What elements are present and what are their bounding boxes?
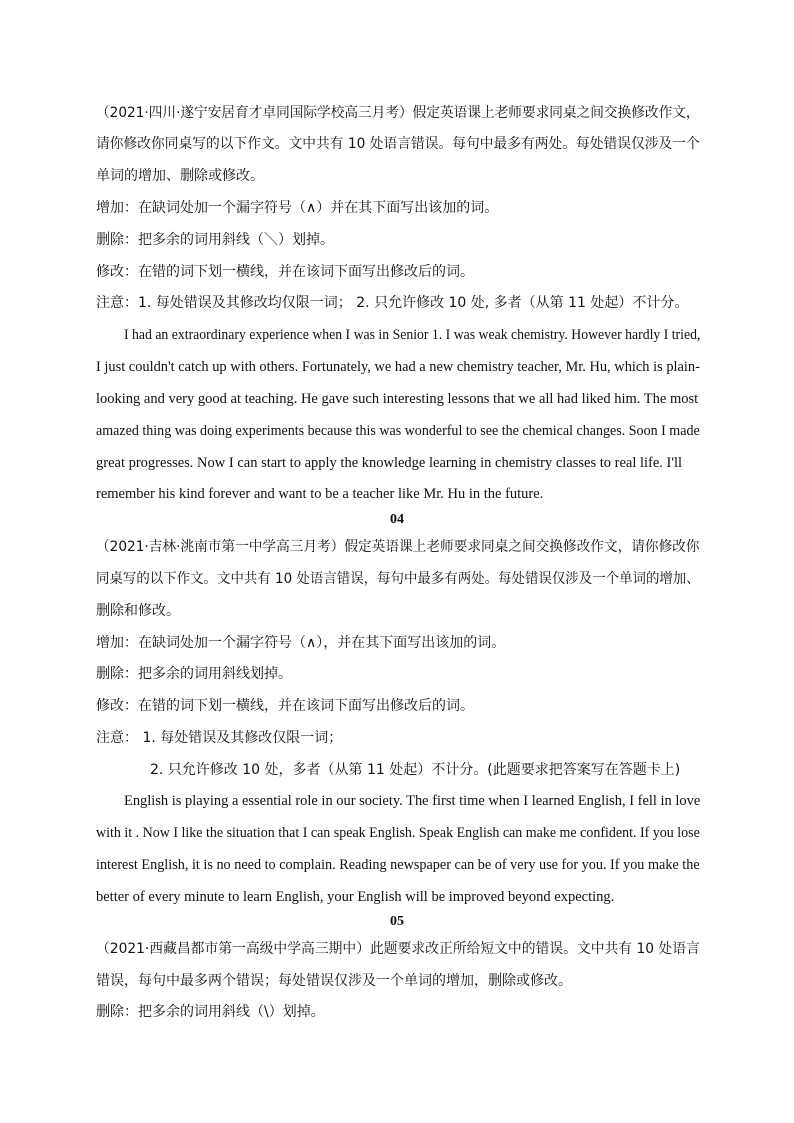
q04-rule-delete: 删除：把多余的词用斜线划掉。 bbox=[96, 666, 292, 682]
q04-rule-modify: 修改：在错的词下划一横线，并在该词下面写出修改后的词。 bbox=[96, 698, 474, 714]
q04-rule-add: 增加：在缺词处加一个漏字符号（∧），并在其下面写出该加的词。 bbox=[96, 635, 506, 651]
question-number-04: 04 bbox=[390, 512, 404, 527]
q04-passage-line-3: interest English, it is no need to complain. Reading newspaper can be of very use for you. If you make the bbox=[96, 857, 700, 873]
q03-intro-line-2: 请你修改你同桌写的以下作文。文中共有 10 处语言错误。每句中最多有两处。每处错误仅涉及一个 bbox=[96, 136, 700, 152]
q03-rule-note: 注意：1. 每处错误及其修改均仅限一词； 2. 只允许修改 10 处, 多者（从第 11 处起）不计分。 bbox=[96, 295, 689, 311]
q04-passage-line-2: with it . Now I like the situation that I can speak English. Speak English can make me confident. If you lose bbox=[96, 825, 700, 841]
q03-rule-add: 增加：在缺词处加一个漏字符号（∧）并在其下面写出该加的词。 bbox=[96, 200, 499, 216]
q03-rule-delete: 删除：把多余的词用斜线（＼）划掉。 bbox=[96, 232, 334, 248]
q03-passage-line-4: amazed thing was doing experiments because this was wonderful to see the chemical changes. Soon I made bbox=[96, 423, 700, 439]
q04-rule-note: 注意： 1. 每处错误及其修改仅限一词； bbox=[96, 730, 343, 746]
q04-intro-line-1: （2021·吉林·洮南市第一中学高三月考）假定英语课上老师要求同桌之间交换修改作文，请你修改你 bbox=[96, 539, 700, 555]
q05-intro-line-1: （2021·西藏昌都市第一高级中学高三期中）此题要求改正所给短文中的错误。文中共有 10 处语言 bbox=[96, 941, 700, 957]
q04-passage-line-4: better of every minute to learn English, your English will be improved beyond expecting. bbox=[96, 889, 615, 905]
q04-rule-note-2: 2. 只允许修改 10 处，多者（从第 11 处起）不计分。(此题要求把答案写在答题卡上) bbox=[150, 762, 681, 778]
q03-passage-line-2: I just couldn't catch up with others. Fortunately, we had a new chemistry teacher, Mr. Hu, which is plain- bbox=[96, 359, 700, 375]
q03-intro-line-1: （2021·四川·遂宁安居育才卓同国际学校高三月考）假定英语课上老师要求同桌之间交换修改作文， bbox=[96, 105, 700, 121]
q03-passage-line-6: remember his kind forever and want to be a teacher like Mr. Hu in the future. bbox=[96, 486, 544, 502]
q05-intro-line-2: 错误，每句中最多两个错误；每处错误仅涉及一个单词的增加，删除或修改。 bbox=[96, 973, 572, 989]
question-number-05: 05 bbox=[390, 914, 404, 929]
q04-passage-line-1: English is playing a essential role in our society. The first time when I learned English, I fell in love bbox=[124, 793, 701, 809]
q03-passage-line-1: I had an extraordinary experience when I was in Senior 1. I was weak chemistry. However hardly I tried, bbox=[124, 327, 701, 343]
q03-passage-line-3: looking and very good at teaching. He gave such interesting lessons that we all had liked him. The most bbox=[96, 391, 699, 407]
q03-intro-line-3: 单词的增加、删除或修改。 bbox=[96, 168, 264, 184]
q05-rule-delete: 删除：把多余的词用斜线（\）划掉。 bbox=[96, 1004, 325, 1020]
q03-rule-modify: 修改：在错的词下划一横线，并在该词下面写出修改后的词。 bbox=[96, 264, 474, 280]
q04-intro-line-2: 同桌写的以下作文。文中共有 10 处语言错误，每句中最多有两处。每处错误仅涉及一个单词的增加、 bbox=[96, 571, 700, 587]
q04-intro-line-3: 删除和修改。 bbox=[96, 603, 180, 619]
q03-passage-line-5: great progresses. Now I can start to apply the knowledge learning in chemistry classes to real life. I'll bbox=[96, 455, 683, 471]
